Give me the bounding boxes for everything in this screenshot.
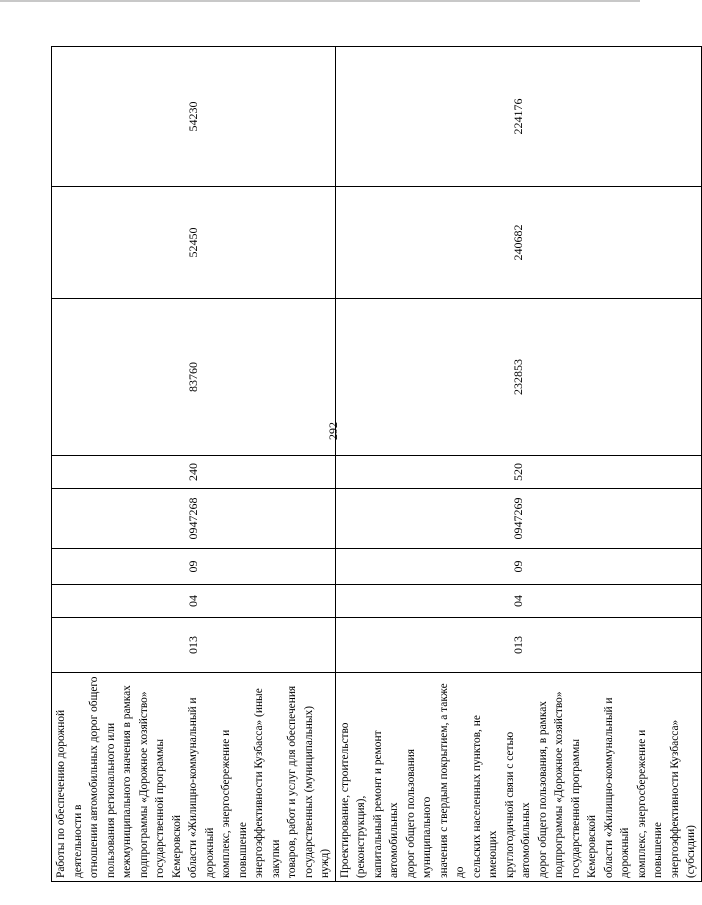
- description-line: комплекс, энергосбережение и повышение: [220, 729, 249, 878]
- description-line: капитальный ремонт и ремонт автомобильных: [371, 730, 400, 878]
- description-line: энергоэффективности Кузбасса» (субсидии): [668, 719, 697, 878]
- description-line: энергоэффективности Кузбасса» (иные закупки: [253, 688, 282, 878]
- description-line: дорог общего пользования муниципального: [404, 748, 433, 878]
- description-line: сельских населенных пунктов, не имеющих: [470, 715, 499, 878]
- amount-year-3: 224176: [335, 47, 701, 187]
- section-code: 04: [335, 585, 701, 618]
- description-line: Проектирование, строительство (реконструкция),: [338, 722, 367, 878]
- ministry-code: 013: [52, 618, 336, 673]
- amount-year-1: 83760: [52, 299, 336, 456]
- description-line: подпрограммы «Дорожное хозяйство»: [553, 691, 565, 878]
- table-row: [52, 47, 336, 882]
- description-line: отношении автомобильных дорог общего: [88, 676, 100, 878]
- amount-year-3: 54230: [52, 47, 336, 187]
- target-code: 0947268: [52, 489, 336, 549]
- section-code: 04: [52, 585, 336, 618]
- ministry-code: 013: [335, 618, 701, 673]
- page-number: 292: [326, 422, 340, 440]
- description-line: дорог общего пользования, в рамках: [536, 700, 549, 878]
- amount-year-1: 232853: [335, 299, 701, 456]
- description-line: подпрограммы «Дорожное хозяйство»: [137, 691, 150, 878]
- description-line: межмуниципального значения в рамках: [121, 685, 133, 878]
- budget-table: [51, 46, 702, 882]
- subsection-code: 09: [52, 549, 336, 585]
- description-line: комплекс, энергосбережение и повышение: [635, 729, 664, 878]
- expense-type-code: 240: [52, 456, 336, 489]
- amount-year-2: 52450: [52, 187, 336, 299]
- description-line: государственной программы Кемеровской: [569, 738, 598, 878]
- description-line: области «Жилищно-коммунальный и дорожный: [187, 697, 216, 878]
- table-row: [335, 47, 701, 882]
- row-description: [52, 673, 336, 882]
- description-line: товаров, работ и услуг для обеспечения: [286, 685, 298, 878]
- subsection-code: 09: [335, 549, 701, 585]
- description-line: значения с твердым покрытием, а также до: [437, 683, 466, 878]
- target-code: 0947269: [335, 489, 701, 549]
- description-line: государственных (муниципальных) нужд): [302, 705, 331, 878]
- budget-table-wrapper: [51, 47, 697, 882]
- scan-top-edge: [0, 0, 640, 2]
- description-line: Работы по обеспечению дорожной деятельности в: [55, 709, 84, 878]
- description-line: области «Жилищно-коммунальный и дорожный: [602, 697, 631, 878]
- rotated-table-container: [51, 47, 697, 882]
- amount-year-2: 240682: [335, 187, 701, 299]
- description-line: круглогодичной связи с сетью автомобильных: [503, 731, 532, 878]
- expense-type-code: 520: [335, 456, 701, 489]
- description-line: государственной программы Кемеровской: [154, 738, 183, 878]
- description-line: пользования регионального или: [104, 722, 117, 878]
- row-description: [335, 673, 701, 882]
